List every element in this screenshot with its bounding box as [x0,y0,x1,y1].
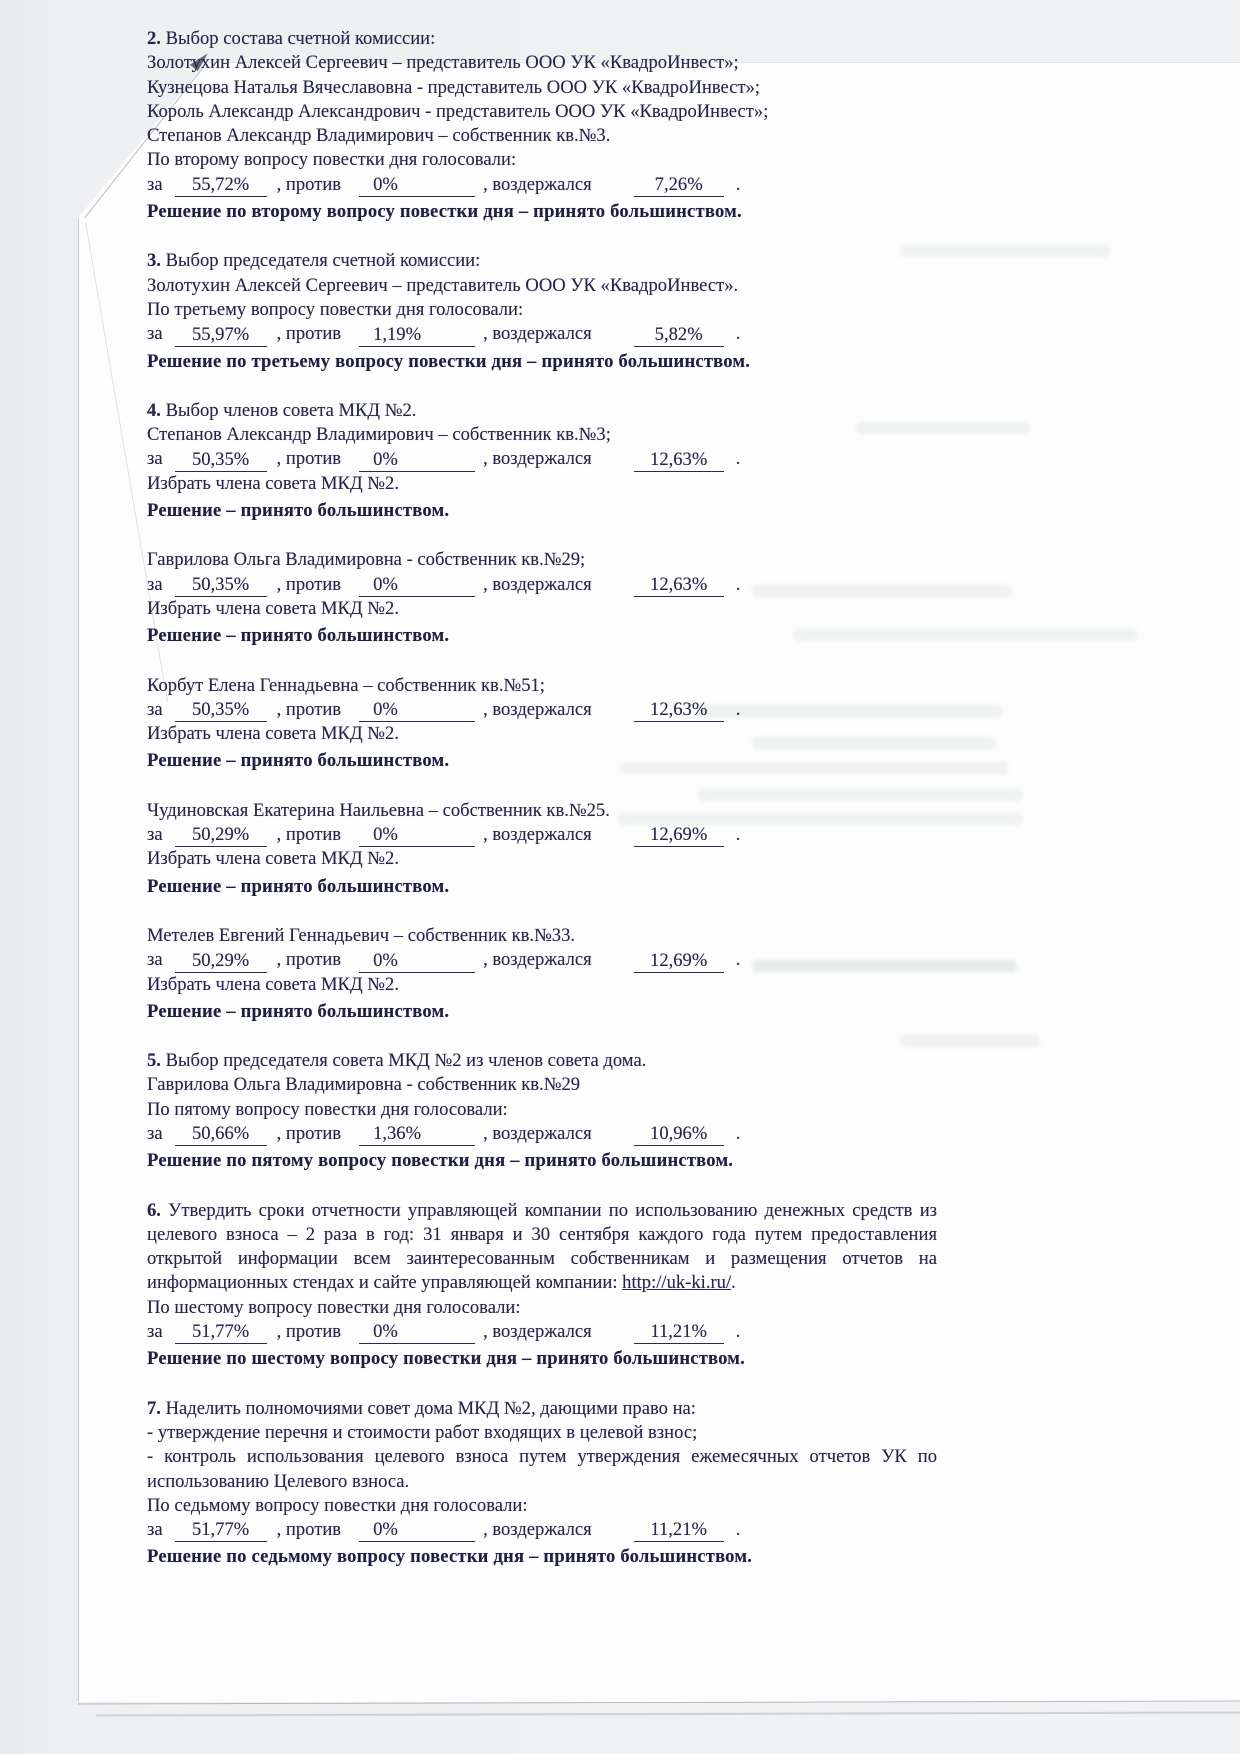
vote-abstain-label: , воздержался [483,573,592,595]
vote-against-value: 0% [359,698,475,722]
vote-against-label: , против [276,1321,342,1343]
vote-line-period: . [735,173,741,195]
text-line: Гаврилова Ольга Владимировна - собственник кв.№29; [147,549,586,571]
vote-line-period: . [735,949,741,971]
vote-for-label: за [147,949,163,971]
document-section [147,674,937,774]
vote-abstain-value: 10,96% [634,1122,724,1146]
text-line: Чудиновская Екатерина Наильевна – собственник кв.№25. [147,799,610,821]
vote-against-value: 1,19% [359,323,475,347]
vote-line-period: . [735,448,741,470]
text-line: Избрать члена совета МКД №2. [147,597,399,619]
vote-for-value: 50,35% [175,573,267,597]
document-section [147,1049,937,1173]
section-number: 6. [147,1199,161,1221]
vote-line [147,823,937,847]
vote-line-period: . [735,323,741,345]
vote-line-period: . [735,698,741,720]
text-line: Степанов Александр Владимирович – собственник кв.№3; [147,424,611,446]
document-content [147,27,937,1595]
section-number: 4. [147,399,161,421]
vote-against-label: , против [276,824,342,846]
vote-line [147,322,937,346]
decision-line: Решение по шестому вопросу повестки дня – принято большинством. [147,1348,746,1370]
vote-abstain-label: , воздержался [483,323,592,345]
text-line: Избрать члена совета МКД №2. [147,723,399,745]
vote-for-value: 50,35% [175,698,267,722]
text-line: Метелев Евгений Геннадьевич – собственник кв.№33. [147,924,576,946]
vote-against-label: , против [276,173,342,195]
under-sheet-edge [96,1712,1240,1717]
vote-for-label: за [147,1321,163,1343]
vote-line [147,173,937,197]
decision-line: Решение – принято большинством. [147,500,450,522]
vote-abstain-label: , воздержался [483,1321,592,1343]
section-heading: 5. Выбор председателя совета МКД №2 из членов совета дома. [147,1050,647,1072]
decision-line: Решение по третьему вопросу повестки дня – принято большинством. [147,350,751,372]
section-heading: 7. Наделить полномочиями совет дома МКД №2, дающими право на: [147,1397,696,1419]
vote-for-value: 51,77% [175,1518,267,1542]
vote-against-value: 1,36% [359,1122,475,1146]
vote-line [147,948,937,972]
vote-line-period: . [735,573,741,595]
vote-line-period: . [735,824,741,846]
vote-for-label: за [147,824,163,846]
text-line: открытой информации всем заинтересованным собственникам и размещения отчетов на [147,1248,937,1270]
decision-line: Решение по седьмому вопросу повестки дня – принято большинством. [147,1546,753,1568]
section-heading: 3. Выбор председателя счетной комиссии: [147,250,481,272]
text-line-with-link: информационных стендах и сайте управляющей компании: http://uk-ki.ru/. [147,1272,736,1294]
document-section [147,249,937,373]
text-line: По третьему вопросу повестки дня голосовали: [147,298,524,320]
section-number: 5. [147,1050,161,1072]
text-line: Кузнецова Наталья Вячеславовна - представитель ООО УК «КвадроИнвест»; [147,76,761,98]
document-section [147,1199,937,1372]
vote-against-label: , против [276,949,342,971]
vote-line [147,573,937,597]
text-line: Избрать члена совета МКД №2. [147,472,399,494]
vote-abstain-label: , воздержался [483,698,592,720]
vote-abstain-value: 12,63% [634,573,724,597]
vote-for-value: 50,29% [175,949,267,973]
vote-abstain-value: 7,26% [634,173,724,197]
decision-line: Решение – принято большинством. [147,875,450,897]
vote-for-label: за [147,698,163,720]
vote-abstain-value: 12,69% [634,949,724,973]
text-line: Избрать члена совета МКД №2. [147,973,399,995]
vote-against-value: 0% [359,448,475,472]
vote-against-value: 0% [359,823,475,847]
vote-line [147,1518,937,1542]
text-line: По второму вопросу повестки дня голосовали: [147,149,517,171]
text-line: - утверждение перечня и стоимости работ входящих в целевой взнос; [147,1421,698,1443]
document-section [147,548,937,648]
document-section [147,399,937,523]
vote-for-label: за [147,173,163,195]
vote-line [147,1320,937,1344]
vote-abstain-value: 12,63% [634,698,724,722]
management-company-link[interactable]: http://uk-ki.ru/ [622,1272,732,1294]
vote-for-value: 51,77% [175,1320,267,1344]
vote-against-label: , против [276,1122,342,1144]
text-line: Золотухин Алексей Сергеевич – представитель ООО УК «КвадроИнвест». [147,274,739,296]
vote-against-label: , против [276,448,342,470]
document-section [147,27,937,224]
text-line: целевого взноса – 2 раза в год: 31 января и 30 сентября каждого года путем предоставления [147,1223,937,1245]
vote-against-label: , против [276,573,342,595]
vote-for-label: за [147,573,163,595]
document-section [147,1397,937,1570]
vote-for-value: 50,29% [175,823,267,847]
text-line: Король Александр Александрович - представитель ООО УК «КвадроИнвест»; [147,100,769,122]
vote-abstain-label: , воздержался [483,1122,592,1144]
text-line: Корбут Елена Геннадьевна – собственник кв.№51; [147,674,545,696]
vote-against-label: , против [276,323,342,345]
vote-line-period: . [735,1122,741,1144]
section-number: 3. [147,250,161,272]
vote-abstain-label: , воздержался [483,448,592,470]
vote-against-label: , против [276,698,342,720]
vote-abstain-value: 11,21% [634,1518,724,1542]
vote-abstain-value: 5,82% [634,323,724,347]
vote-line [147,1122,937,1146]
decision-line: Решение по пятому вопросу повестки дня – принято большинством. [147,1150,734,1172]
vote-against-value: 0% [359,573,475,597]
decision-line: Решение – принято большинством. [147,1000,450,1022]
section-heading: 6. Утвердить сроки отчетности управляющей компании по использованию денежных средств из [147,1199,937,1221]
section-number: 2. [147,28,161,49]
vote-for-value: 50,66% [175,1122,267,1146]
vote-abstain-label: , воздержался [483,949,592,971]
vote-against-value: 0% [359,949,475,973]
document-section [147,924,937,1024]
vote-against-value: 0% [359,173,475,197]
text-line: Золотухин Алексей Сергеевич – представитель ООО УК «КвадроИнвест»; [147,52,739,74]
document-section [147,799,937,899]
vote-abstain-label: , воздержался [483,1519,592,1541]
vote-for-label: за [147,323,163,345]
vote-line-period: . [735,1519,741,1541]
section-number: 7. [147,1397,161,1419]
text-line: Избрать члена совета МКД №2. [147,848,399,870]
vote-abstain-label: , воздержался [483,824,592,846]
text-line: По шестому вопросу повестки дня голосовали: [147,1296,521,1318]
vote-line [147,447,937,471]
vote-against-value: 0% [359,1518,475,1542]
vote-for-value: 55,72% [175,173,267,197]
vote-line-period: . [735,1321,741,1343]
vote-for-label: за [147,448,163,470]
vote-abstain-value: 11,21% [634,1320,724,1344]
text-line: Степанов Александр Владимирович – собственник кв.№3. [147,125,611,147]
vote-for-label: за [147,1122,163,1144]
decision-line: Решение – принято большинством. [147,625,450,647]
section-heading: 2. Выбор состава счетной комиссии: [147,28,436,49]
vote-for-value: 55,97% [175,323,267,347]
text-line: По пятому вопросу повестки дня голосовали: [147,1098,508,1120]
decision-line: Решение – принято большинством. [147,750,450,772]
vote-for-value: 50,35% [175,448,267,472]
section-heading: 4. Выбор членов совета МКД №2. [147,399,417,421]
vote-abstain-label: , воздержался [483,173,592,195]
vote-for-label: за [147,1519,163,1541]
vote-line [147,698,937,722]
vote-abstain-value: 12,63% [634,448,724,472]
vote-against-label: , против [276,1519,342,1541]
vote-against-value: 0% [359,1320,475,1344]
text-line: использованию Целевого взноса. [147,1470,410,1492]
text-line: - контроль использования целевого взноса путем утверждения ежемесячных отчетов УК по [147,1446,937,1468]
page-left-edge [78,218,79,1702]
vote-abstain-value: 12,69% [634,823,724,847]
text-line: По седьмому вопросу повестки дня голосовали: [147,1494,528,1516]
decision-line: Решение по второму вопросу повестки дня – принято большинством. [147,201,742,223]
text-line: Гаврилова Ольга Владимировна - собственник кв.№29 [147,1074,581,1096]
